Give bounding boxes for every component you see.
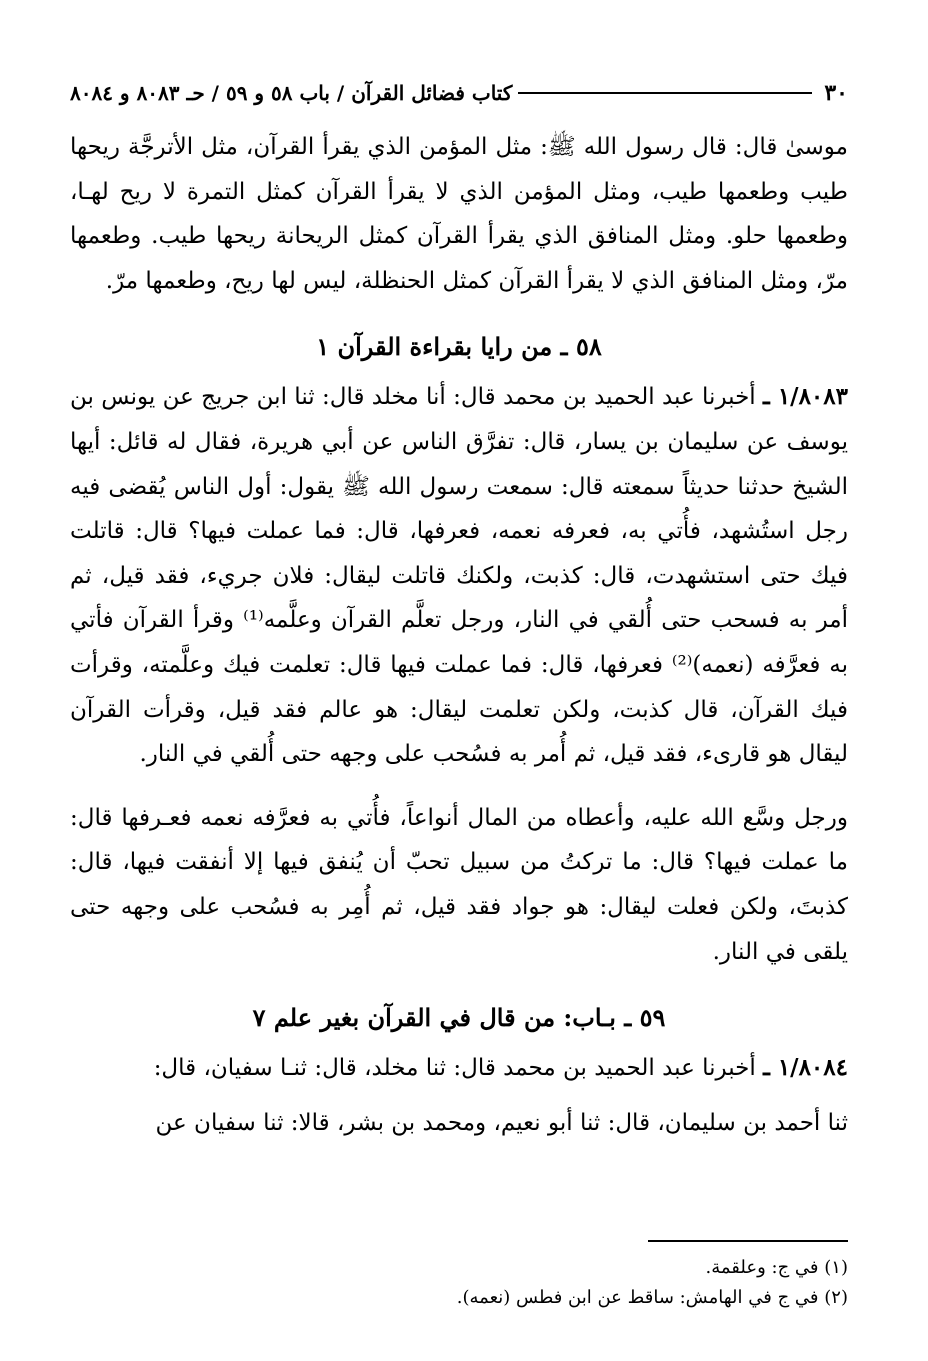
document-page bbox=[70, 78, 848, 1145]
hadith-8084-number: ١/٨٠٨٤ ـ bbox=[763, 1054, 848, 1082]
intro-paragraph: موسىٰ قال: قال رسول الله ﷺ: مثل المؤمن الذي يقرأ القرآن، مثل الأترجَّة ريحها طيب وطعمها طيب، ومثل المؤمن الذي لا يقرأ القرآن كمثل التمرة لا ريح لهـا، وطعمها حلو. ومثل المنافق الذي يقرأ القرآن كمثل الريحانة ريحها طيب. وطعمها مرّ، ومثل المنافق الذي لا يقرأ القرآن كمثل الحنظلة، ليس لها ريح، وطعمها مرّ. bbox=[70, 134, 848, 294]
hadith-8084-continuation: ثنا أحمد بن سليمان، قال: ثنا أبو نعيم، ومحمد بن بشر، قالا: ثنا سفيان عن bbox=[155, 1109, 848, 1136]
hadith-8083-continuation: ورجل وسَّع الله عليه، وأعطاه من المال أنواعاً، فأُتي به فعرَّفه نعمه فعـرفها قال: ما عملت فيها؟ قال: ما تركتُ من سبيل تحبّ أن يُنفق فيها إلا أنفقت فيها، قال: كذبتَ، ولكن فعلت ليقال: هو جواد فقد قيل، ثم أُمِر به فسُحب على وجهه حتى يلقى في النار. bbox=[70, 804, 848, 965]
section-58-heading: ٥٨ ـ من رايا بقراءة القرآن ١ bbox=[316, 332, 602, 362]
footnote-1: (١) في ج: وعلقمة. bbox=[705, 1257, 848, 1278]
hadith-8084-paragraph bbox=[70, 1046, 848, 1091]
hadith-8083-paragraph bbox=[70, 375, 848, 776]
paragraph-gap bbox=[70, 1091, 848, 1101]
hadith-8083-number: ١/٨٠٨٣ ـ bbox=[763, 383, 848, 411]
section-59-heading: ٥٩ ـ بـاب: من قال في القرآن بغير علم ٧ bbox=[252, 1003, 666, 1033]
running-header bbox=[70, 78, 848, 108]
running-title: كتاب فضائل القرآن / باب ٥٨ و ٥٩ / حـ ٨٠٨٣ و ٨٠٨٤ bbox=[70, 81, 513, 105]
footnote-2: (٢) في ج في الهامش: ساقط عن ابن فطس (نعمه). bbox=[456, 1287, 848, 1308]
hadith-8083-text: أخبرنا عبد الحميد بن محمد قال: أنا مخلد قال: ثنا ابن جريج عن يونس بن يوسف عن سليمان بن يسار، قال: تفرَّق الناس عن أبي هريرة، فقال له قائل: أيها الشيخ حدثنا حديثاً سمعته قال: سمعت رسول الله ﷺ يقول: أول الناس يُقضى فيه رجل استُشهد، فأُتي به، فعرفه نعمه، فعرفها، قال: فما عملت فيها؟ قال: قاتلت فيك حتى استشهدت، قال: كذبت، ولكنك قاتلت ليقال: فلان جريء، فقد قيل، ثم أمر به فسحب حتى أُلقي في النار، ورجل تعلَّم القرآن وعلَّمه⁽¹⁾ وقرأ القرآن فأتي به فعرَّفه (نعمه)⁽²⁾ فعرفها، قال: فما عملت فيها قال: تعلمت فيك وعلَّمته، وقرأت فيك القرآن، قال كذبت، ولكن تعلمت ليقال: هو عالم فقد قيل، وقرأت القرآن ليقال هو قارىء، فقد قيل، ثم أُمر به فسُحب على وجهه حتى أُلقي في النار. bbox=[70, 384, 849, 768]
paragraph-gap bbox=[70, 777, 848, 796]
header-rule bbox=[518, 92, 812, 94]
hadith-8084-text: أخبرنا عبد الحميد بن محمد قال: ثنا مخلد، قال: ثنـا سفيان، قال: bbox=[153, 1055, 756, 1082]
footnote-rule bbox=[648, 1240, 848, 1242]
page-number: ٣٠ bbox=[824, 80, 848, 106]
footnotes bbox=[70, 1253, 848, 1313]
